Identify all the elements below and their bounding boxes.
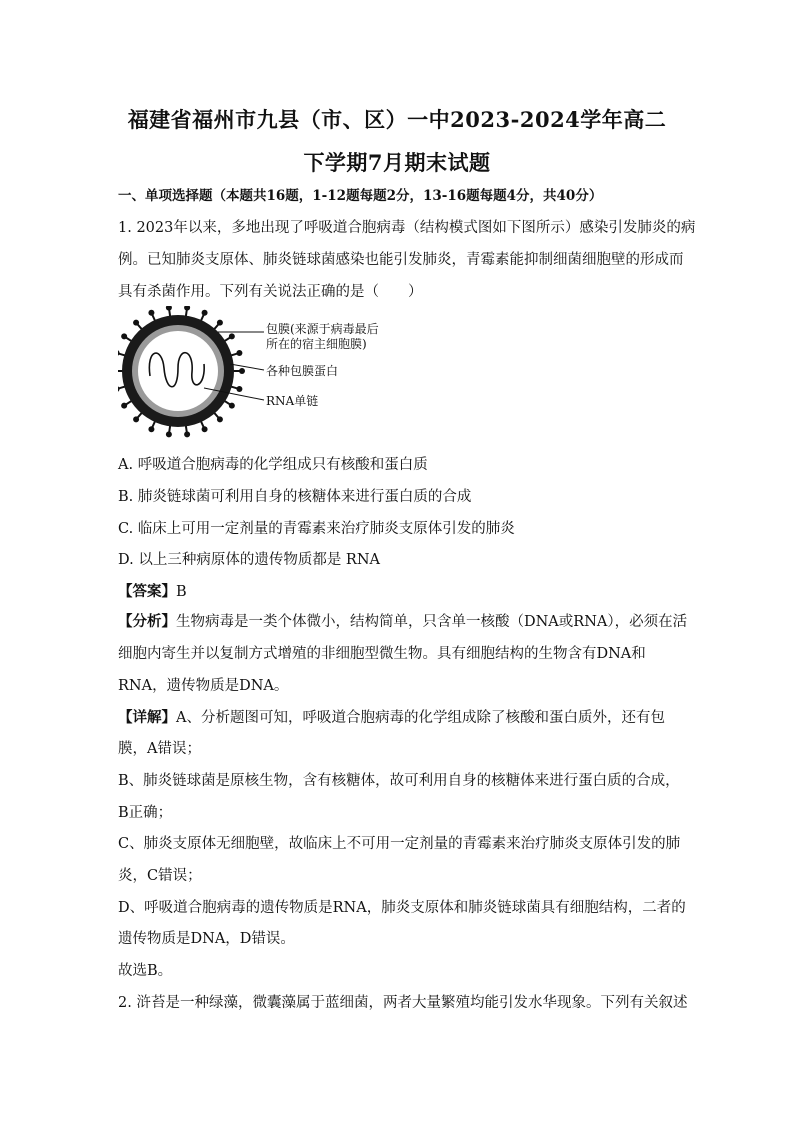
question-1-stem-line1: 1. 2023年以来，多地出现了呼吸道合胞病毒（结构模式图如下图所示）感染引发肺炎的病 [118,220,696,236]
protein-spike-head [217,320,223,326]
detail-line9: 故选B。 [118,963,173,979]
protein-spike-head [118,386,120,392]
question-1-option-c: C. 临床上可用一定剂量的青霉素来治疗肺炎支原体引发的肺炎 [118,521,515,537]
detail-line7: D、呼吸道合胞病毒的遗传物质是RNA，肺炎支原体和肺炎链球菌具有细胞结构，二者的 [118,900,686,916]
answer-value: B [176,584,187,600]
protein-spike-head [236,386,242,392]
answer-tag: 【答案】 [118,583,176,600]
detail-tag: 【详解】 [118,709,176,726]
leader-line-protein [230,364,264,370]
detail-line4: B正确； [118,805,173,821]
protein-spike-head [118,350,120,356]
section-heading: 一、单项选择题（本题共16题，1-12题每题2分，13-16题每题4分，共40分） [118,188,603,204]
answer-line [118,582,678,602]
question-1-option-a: A. 呼吸道合胞病毒的化学组成只有核酸和蛋白质 [118,457,428,473]
page-title-line2: 下学期7月期末试题 [303,150,491,175]
detail-line3: B、肺炎链球菌是原核生物，含有核糖体，故可利用自身的核糖体来进行蛋白质的合成， [118,773,680,789]
detail-line8: 遗传物质是DNA，D错误。 [118,931,295,947]
label-rna-strand: RNA单链 [266,394,319,408]
protein-spike-head [202,310,208,316]
protein-spike-head [184,306,190,311]
question-1-option-b: B. 肺炎链球菌可利用自身的核糖体来进行蛋白质的合成 [118,489,472,505]
analysis-line2: 细胞内寄生并以复制方式增殖的非细胞型微生物。具有细胞结构的生物含有DNA和 [118,646,646,662]
virus-structure-figure [118,306,418,446]
analysis-line3: RNA，遗传物质是DNA。 [118,678,289,694]
detail-line1 [118,708,678,728]
protein-spike-head [166,431,172,437]
protein-spike-head [239,368,245,374]
detail-line5: C、肺炎支原体无细胞壁，故临床上不可用一定剂量的青霉素来治疗肺炎支原体引发的肺 [118,836,681,852]
protein-spike-head [229,403,235,409]
protein-spike-head [121,403,127,409]
question-1-stem-line3: 具有杀菌作用。下列有关说法正确的是（ ） [118,284,423,300]
protein-spike-head [133,416,139,422]
detail-line6: 炎，C错误； [118,868,202,884]
label-envelope-line1: 包膜(来源于病毒最后 [266,322,379,336]
analysis-tag: 【分析】 [118,613,176,630]
question-1-option-d: D. 以上三种病原体的遗传物质都是 RNA [118,552,381,568]
question-1-stem-line2: 例。已知肺炎支原体、肺炎链球菌感染也能引发肺炎，青霉素能抑制细菌细胞壁的形成而 [118,252,684,268]
analysis-text-1: 生物病毒是一类个体微小，结构简单，只含单一核酸（DNA或RNA），必须在活 [176,614,688,630]
protein-spike-head [166,306,172,311]
detail-line2: 膜，A错误； [118,741,201,757]
label-envelope-protein: 各种包膜蛋白 [266,364,339,378]
detail-text-1: A、分析题图可知，呼吸道合胞病毒的化学组成除了核酸和蛋白质外，还有包 [176,710,665,726]
question-2-stem-line1: 2. 浒苔是一种绿藻，微囊藻属于蓝细菌，两者大量繁殖均能引发水华现象。下列有关叙述 [118,995,688,1011]
protein-spike-head [229,333,235,339]
page-title-line1: 福建省福州市九县（市、区）一中2023-2024学年高二 [127,107,667,132]
protein-spike-head [148,426,154,432]
protein-spike-head [184,431,190,437]
protein-spike-head [217,416,223,422]
protein-spike-head [133,320,139,326]
analysis-line1 [118,612,688,632]
protein-spike-head [236,350,242,356]
label-envelope-line2: 所在的宿主细胞膜) [266,337,367,351]
protein-spike-head [121,333,127,339]
protein-spike-head [148,310,154,316]
protein-spike-head [202,426,208,432]
